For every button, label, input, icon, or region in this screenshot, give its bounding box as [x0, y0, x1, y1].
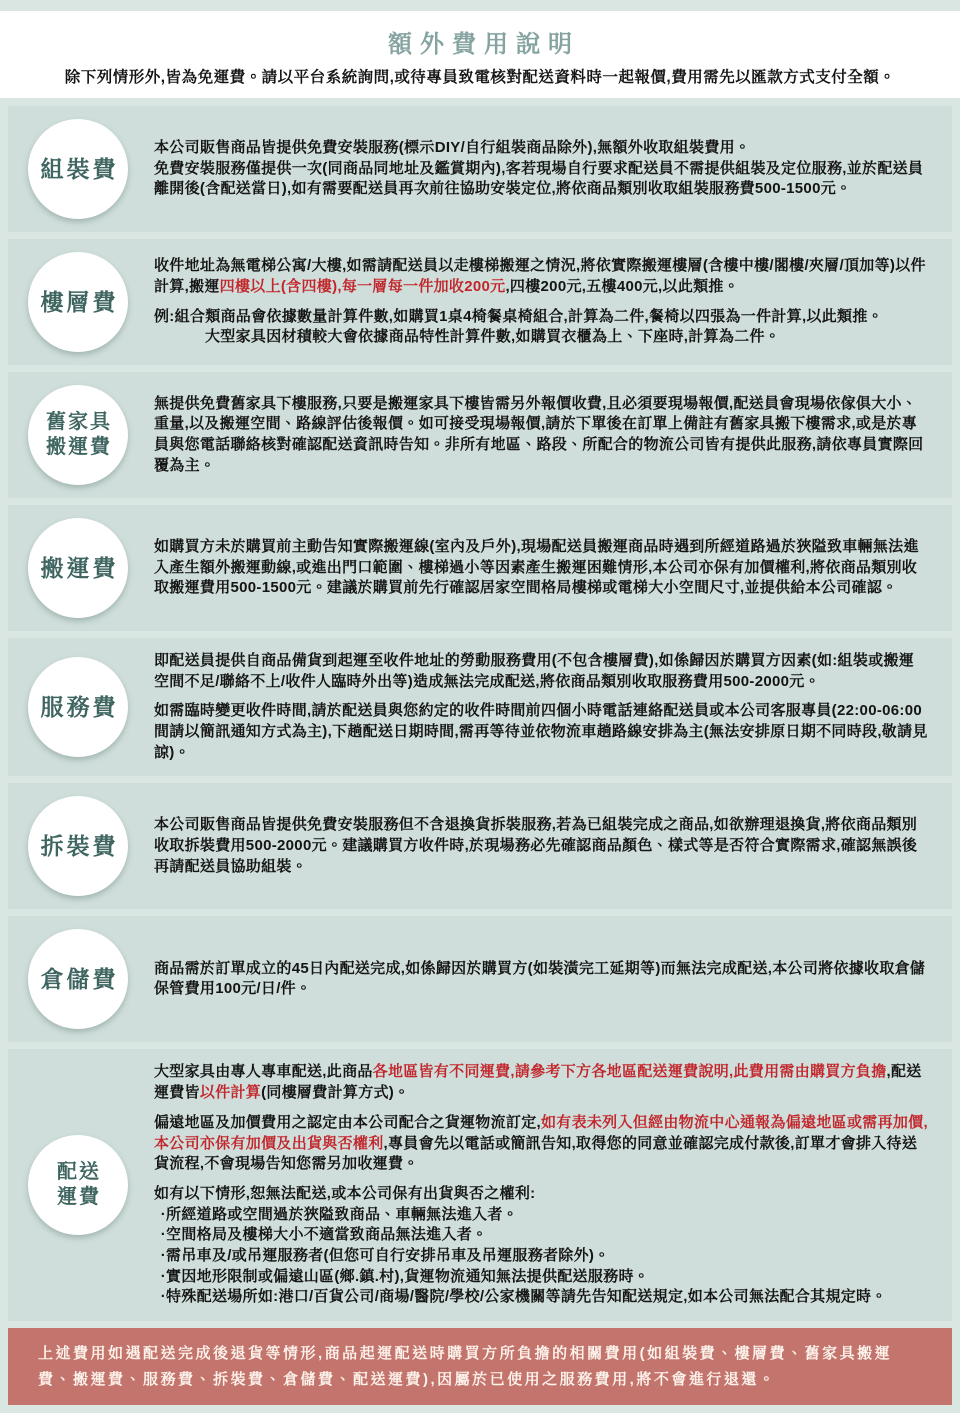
paragraph [154, 1205, 928, 1226]
paragraph [154, 327, 928, 348]
fee-section-service-fee [8, 638, 952, 776]
section-text [154, 1062, 928, 1308]
text-run: 商品需於訂單成立的45日內配送完成,如係歸因於購買方(如裝潢完工延期等)而無法完成配送,本公司將依據收取倉儲保管費用100元/日/件。 [154, 959, 926, 998]
fee-badge [28, 796, 128, 896]
paragraph [154, 138, 928, 159]
section-text [154, 959, 928, 1000]
paragraph [154, 1225, 928, 1246]
text-run: 大型家具因材積較大會依據商品特性計算件數,如購買衣櫃為上、下座時,計算為二件。 [205, 328, 781, 346]
paragraph [154, 651, 928, 692]
fee-section-delivery-fee [8, 1049, 952, 1321]
fee-badge [28, 1135, 128, 1235]
text-run: 如需臨時變更收件時間,請於配送員與您約定的收件時間前四個小時電話連絡配送員或本公司客服專員(22:00-06:00間請以簡訊通知方式為主),下趟配送日期時間,需再等待並依物流車趟路線安排為主(無法安排原日期不同時段,敬請見諒)。 [154, 702, 928, 761]
paragraph [154, 307, 928, 328]
fee-badge-label: 搬運費 [40, 554, 119, 581]
fee-badge-label: 運費 [57, 1186, 101, 1209]
text-run: ·實因地形限制或偏遠山區(鄉.鎮.村),貨運物流通知無法提供配送服務時。 [160, 1267, 650, 1285]
text-run: 如有表未列入但經由物流中心通報為偏遠地區或需再加價,本公司亦保有加價及出貨與否權利 [154, 1113, 928, 1152]
paragraph [154, 1267, 928, 1288]
text-run: 以匯款方式支付全額。 [735, 69, 896, 86]
paragraph [154, 815, 928, 877]
fee-badge [28, 119, 128, 219]
section-text [154, 815, 928, 877]
fee-section-storage-fee [8, 916, 952, 1042]
text-run: 如有以下情形,恕無法配送,或本公司保有出貨與否之權利: [154, 1184, 536, 1202]
text-run: 收件地址為無電梯公寓/大樓,如需請配送員以走樓梯搬運之情況,將依實際搬運樓層(含樓中樓/閣樓/夾層/頂加等)以件計算,搬運 [154, 257, 926, 295]
text-run: ·需吊車及/或吊運服務者(但您可自行安排吊車及吊運服務者除外)。 [160, 1246, 610, 1264]
text-run: 大型家具由專人專車配送,此商品 [154, 1063, 373, 1081]
text-run: ,專員會先以電話或簡訊告知,取得您的同意並確認完成付款後,訂單才會排入待送貨流程,不會現場告知您需另加收運費。 [154, 1134, 918, 1173]
text-run: 四樓以上(含四樓),每一層每一件加收200元 [219, 277, 506, 295]
text-run: ·所經道路或空間過於狹隘致商品、車輛無法進入者。 [160, 1205, 518, 1223]
paragraph [154, 537, 928, 599]
page-title: 額外費用說明 [388, 31, 580, 58]
fee-badge [28, 385, 128, 485]
paragraph [154, 701, 928, 763]
paragraph [154, 1246, 928, 1267]
text-run: 除下列情形外,皆為免運費。請以平台系統詢問,或待專員致電核對配送資料時一起報價,費用需先 [64, 69, 736, 86]
footer-note [38, 1341, 922, 1392]
paragraph [154, 394, 928, 477]
text-run: 以件計算 [199, 1084, 262, 1102]
fee-badge [28, 252, 128, 352]
text-run: 如購買方未於購買前主動告知實際搬運線(室內及戶外),現場配送員搬運商品時遇到所經道路過於狹隘致車輛無法進入產生額外搬運動線,或進出門口範圍、樓梯過小等因素產生搬運困難情形,本公司亦保有加價權利,將依商品類別收取搬運費用500-1500元。建議於購買前先行確認居家空間格局樓梯或電梯大小空間尺寸,並提供給本公司確認。 [154, 537, 919, 597]
fee-badge [28, 518, 128, 618]
fee-badge-label: 拆裝費 [40, 833, 119, 860]
text-run: 上述費用如遇配送完成後退貨等情形,商品起運配送時購買方所負擔的相關費用(如組裝費、樓層費、舊家具搬運費、搬運費、服務費、拆裝費、倉儲費、配送運費),因屬於已使用之服務費用,將不會進行退還。 [38, 1345, 893, 1388]
text-run: ·空間格局及樓梯大小不適當致商品無法進入者。 [160, 1226, 488, 1244]
fee-badge [28, 657, 128, 757]
text-run: 偏遠地區及加價費用之認定由本公司配合之貨運物流訂定, [154, 1113, 541, 1131]
text-run: 即配送員提供自商品備貨到起運至收件地址的勞動服務費用(不包含樓層費),如係歸因於購買方因素(如:組裝或搬運空間不足/聯絡不上/收件人臨時外出等)造成無法完成配送,將依商品類別收取服務費用500-2000元。 [154, 652, 915, 690]
header [0, 11, 960, 98]
fee-badge-label: 組裝費 [40, 155, 119, 182]
fee-badge-label: 倉儲費 [40, 966, 119, 993]
section-text [154, 651, 928, 763]
fee-section-old-furniture-moving-fee [8, 372, 952, 498]
paragraph [154, 1113, 928, 1175]
text-run: 無提供免費舊家具下樓服務,只要是搬運家具下樓皆需另外報價收費,且必須要現場報價,配送員會現場依傢俱大小、重量,以及搬運空間、路線評估後報價。如可接受現場報價,請於下單後在訂單上備註有舊家具搬下樓需求,或是於專員與您電話聯絡核對確認配送資訊時告知。非所有地區、路段、所配合的物流公司皆有提供此服務,請依專員實際回覆為主。 [154, 394, 924, 474]
section-text [154, 537, 928, 599]
text-run: 各地區皆有不同運費,請參考下方各地區配送運費說明,此費用需由購買方負擔 [372, 1063, 887, 1081]
section-text [154, 138, 928, 200]
page-subtitle [12, 65, 948, 87]
text-run: 本公司販售商品皆提供免費安裝服務但不含退換貨拆裝服務,若為已組裝完成之商品,如欲辦理退換貨,將依商品類別收取拆裝費用500-2000元。建議購買方收件時,於現場務必先確認商品顏色、樣式等是否符合實際需求,確認無誤後再請配送員協助組裝。 [154, 816, 918, 875]
fee-section-assembly-fee [8, 106, 952, 232]
paragraph [154, 1184, 928, 1205]
text-run: ,配送運費皆 [154, 1063, 922, 1102]
fee-badge-label: 搬運費 [46, 436, 112, 458]
fee-badge-label: 舊家具 [46, 411, 112, 433]
section-text [154, 394, 928, 477]
paragraph [154, 256, 928, 297]
text-run: 免費安裝服務僅提供一次(同商品同地址及鑑賞期內),客若現場自行要求配送員不需提供組裝及定位服務,並於配送員離開後(含配送當日),如有需要配送員再次前往協助安裝定位,將依商品類別收取組裝服務費500-1500元。 [154, 159, 924, 198]
paragraph [154, 959, 928, 1000]
text-run: 例:組合類商品會依據數量計算件數,如購買1桌4椅餐桌椅組合,計算為二件,餐椅以四張為一件計算,以此類推。 [154, 307, 883, 325]
footer-note-bar [8, 1328, 952, 1405]
fee-badge [28, 929, 128, 1029]
paragraph [154, 1287, 928, 1308]
fee-section-disassembly-fee [8, 783, 952, 909]
paragraph [154, 1062, 928, 1103]
fee-badge-label: 服務費 [40, 693, 119, 720]
text-run: ·特殊配送場所如:港口/百貨公司/商場/醫院/學校/公家機關等請先告知配送規定,如本公司無法配合其規定時。 [160, 1288, 887, 1306]
text-run: ,四樓200元,五樓400元,以此類推。 [505, 277, 740, 295]
fee-badge-label: 配送 [57, 1161, 101, 1184]
fee-section-moving-fee [8, 505, 952, 631]
text-run: 本公司販售商品皆提供免費安裝服務(標示DIY/自行組裝商品除外),無額外收取組裝費用。 [154, 138, 751, 156]
fee-badge-label: 樓層費 [40, 288, 119, 315]
fee-section-floor-fee [8, 239, 952, 365]
paragraph [154, 159, 928, 200]
section-text [154, 256, 928, 348]
fee-sections [0, 98, 960, 1321]
text-run: (同樓層費計算方式)。 [261, 1084, 410, 1102]
